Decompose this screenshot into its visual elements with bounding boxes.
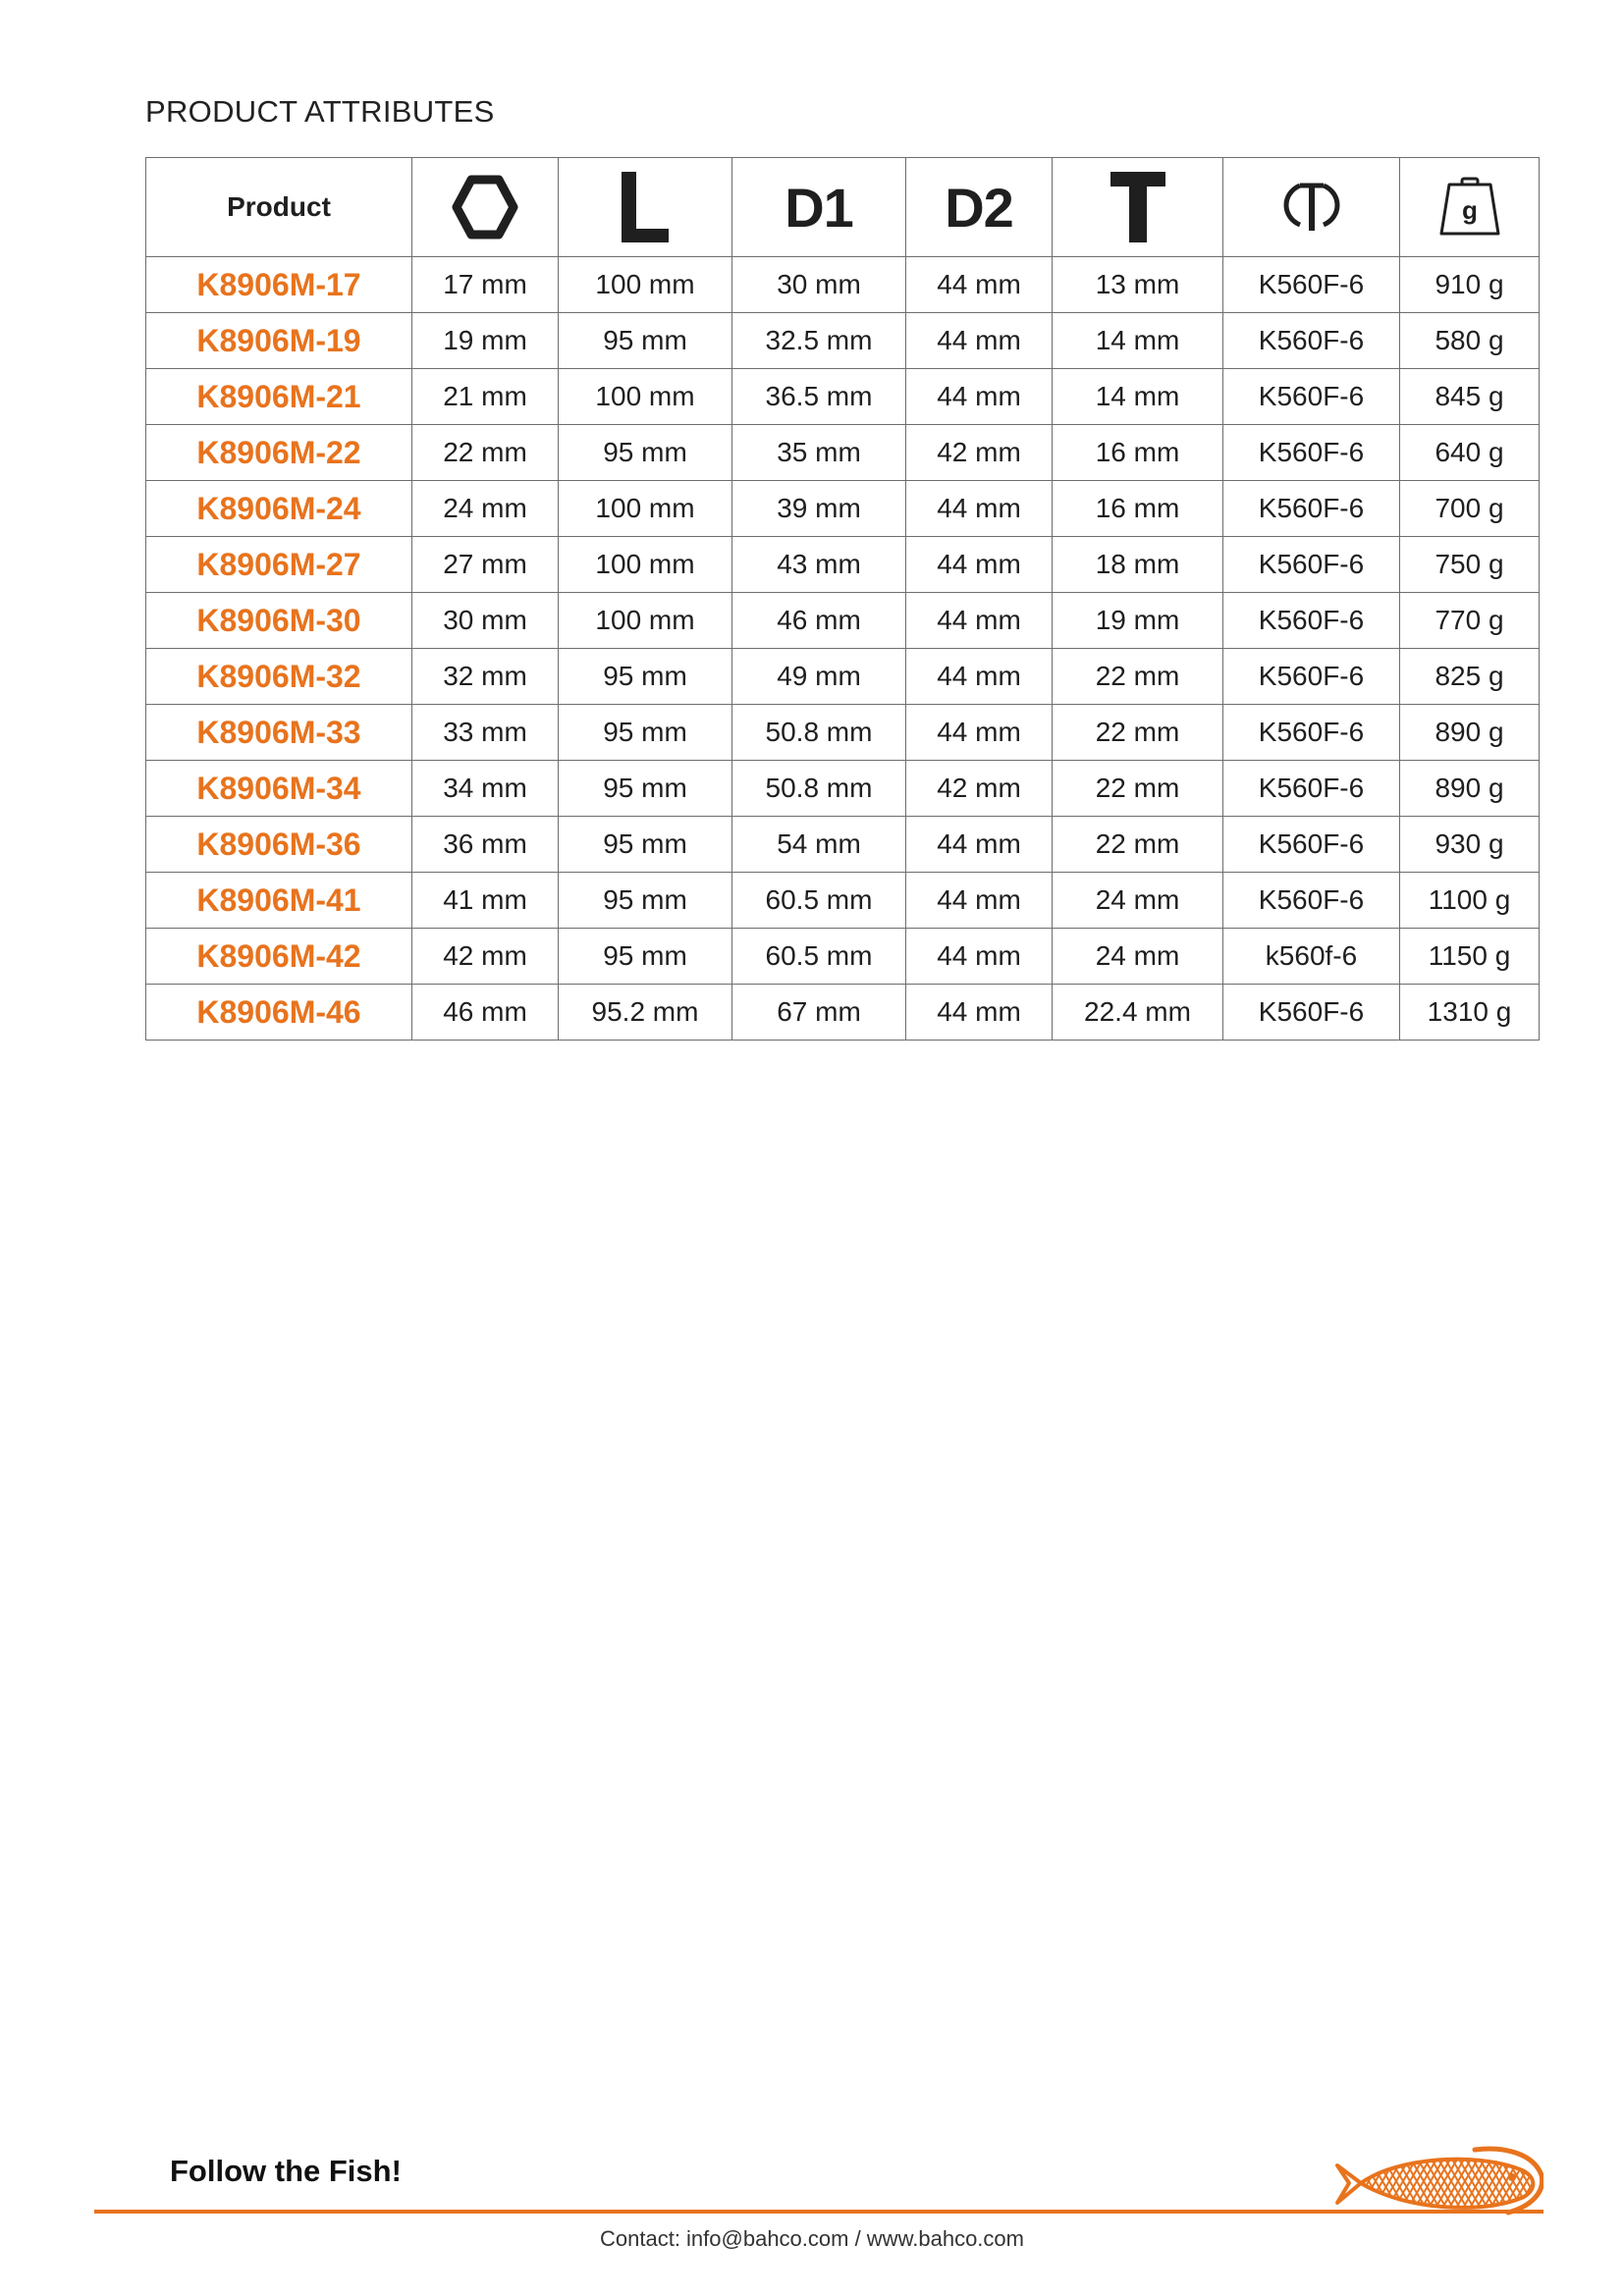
table-row xyxy=(146,425,1540,481)
product-cell[interactable]: K8906M-32 xyxy=(146,649,412,705)
d1-cell: 43 mm xyxy=(732,537,906,593)
length-cell: 95 mm xyxy=(559,761,732,817)
weight-cell: 910 g xyxy=(1400,257,1540,313)
table-row xyxy=(146,705,1540,761)
connector-cell: K560F-6 xyxy=(1223,537,1400,593)
weight-cell: 640 g xyxy=(1400,425,1540,481)
d1-cell: 32.5 mm xyxy=(732,313,906,369)
weight-cell: 890 g xyxy=(1400,705,1540,761)
d1-cell: 46 mm xyxy=(732,593,906,649)
length-cell: 100 mm xyxy=(559,369,732,425)
length-cell: 95 mm xyxy=(559,929,732,985)
product-cell[interactable]: K8906M-19 xyxy=(146,313,412,369)
d2-cell: 44 mm xyxy=(906,369,1053,425)
length-cell: 95 mm xyxy=(559,817,732,873)
connector-cell: K560F-6 xyxy=(1223,593,1400,649)
hex-size-cell: 17 mm xyxy=(412,257,559,313)
table-row xyxy=(146,369,1540,425)
product-cell[interactable]: K8906M-27 xyxy=(146,537,412,593)
connector-cell: K560F-6 xyxy=(1223,873,1400,929)
table-row xyxy=(146,761,1540,817)
table-row xyxy=(146,257,1540,313)
weight-cell: 890 g xyxy=(1400,761,1540,817)
table-row xyxy=(146,313,1540,369)
length-cell: 100 mm xyxy=(559,257,732,313)
connector-cell: K560F-6 xyxy=(1223,313,1400,369)
header-product xyxy=(146,158,412,257)
product-cell[interactable]: K8906M-17 xyxy=(146,257,412,313)
thickness-cell: 24 mm xyxy=(1053,929,1223,985)
d2-cell: 44 mm xyxy=(906,705,1053,761)
weight-cell: 1100 g xyxy=(1400,873,1540,929)
d2-cell: 44 mm xyxy=(906,593,1053,649)
table-header-row xyxy=(146,158,1540,257)
d2-cell: 44 mm xyxy=(906,257,1053,313)
table-row xyxy=(146,929,1540,985)
thickness-cell: 16 mm xyxy=(1053,481,1223,537)
d1-cell: 50.8 mm xyxy=(732,761,906,817)
hex-size-cell: 30 mm xyxy=(412,593,559,649)
length-cell: 100 mm xyxy=(559,537,732,593)
d1-cell: 49 mm xyxy=(732,649,906,705)
table-row xyxy=(146,873,1540,929)
table-body xyxy=(146,257,1540,1041)
hex-size-cell: 21 mm xyxy=(412,369,559,425)
hex-size-cell: 46 mm xyxy=(412,985,559,1041)
thickness-cell: 22 mm xyxy=(1053,705,1223,761)
hex-size-cell: 41 mm xyxy=(412,873,559,929)
footer-slogan: Follow the Fish! xyxy=(170,2154,402,2188)
weight-cell: 930 g xyxy=(1400,817,1540,873)
table-row xyxy=(146,537,1540,593)
connector-cell: K560F-6 xyxy=(1223,425,1400,481)
table-row xyxy=(146,593,1540,649)
thickness-cell: 16 mm xyxy=(1053,425,1223,481)
length-cell: 95 mm xyxy=(559,705,732,761)
product-cell[interactable]: K8906M-36 xyxy=(146,817,412,873)
d2-cell: 44 mm xyxy=(906,649,1053,705)
connector-cell: K560F-6 xyxy=(1223,369,1400,425)
header-thickness xyxy=(1053,158,1223,257)
product-cell[interactable]: K8906M-30 xyxy=(146,593,412,649)
section-title: PRODUCT ATTRIBUTES xyxy=(145,94,495,129)
connector-cell: K560F-6 xyxy=(1223,705,1400,761)
thickness-cell: 14 mm xyxy=(1053,369,1223,425)
product-attributes-table xyxy=(145,157,1540,1041)
thickness-cell: 22 mm xyxy=(1053,761,1223,817)
weight-cell: 1310 g xyxy=(1400,985,1540,1041)
table-row xyxy=(146,649,1540,705)
connector-cell: K560F-6 xyxy=(1223,817,1400,873)
header-connector xyxy=(1223,158,1400,257)
length-cell: 95 mm xyxy=(559,873,732,929)
product-cell[interactable]: K8906M-41 xyxy=(146,873,412,929)
d2-cell: 44 mm xyxy=(906,929,1053,985)
hex-size-cell: 27 mm xyxy=(412,537,559,593)
d2-cell: 44 mm xyxy=(906,313,1053,369)
connector-cell: k560f-6 xyxy=(1223,929,1400,985)
product-cell[interactable]: K8906M-21 xyxy=(146,369,412,425)
length-cell: 95.2 mm xyxy=(559,985,732,1041)
d2-cell: 44 mm xyxy=(906,481,1053,537)
weight-icon-letter: g xyxy=(1461,195,1478,225)
footer-divider xyxy=(94,2210,1543,2214)
d2-cell: 42 mm xyxy=(906,425,1053,481)
thickness-cell: 19 mm xyxy=(1053,593,1223,649)
weight-cell: 770 g xyxy=(1400,593,1540,649)
length-cell: 100 mm xyxy=(559,481,732,537)
length-cell: 95 mm xyxy=(559,313,732,369)
table-row xyxy=(146,817,1540,873)
product-cell[interactable]: K8906M-34 xyxy=(146,761,412,817)
d1-cell: 35 mm xyxy=(732,425,906,481)
table-row xyxy=(146,481,1540,537)
thickness-cell: 24 mm xyxy=(1053,873,1223,929)
d1-cell: 54 mm xyxy=(732,817,906,873)
d2-cell: 44 mm xyxy=(906,817,1053,873)
header-length xyxy=(559,158,732,257)
connector-cell: K560F-6 xyxy=(1223,761,1400,817)
thickness-t-icon xyxy=(1053,168,1222,246)
length-cell: 95 mm xyxy=(559,425,732,481)
d1-cell: 30 mm xyxy=(732,257,906,313)
table-row xyxy=(146,985,1540,1041)
weight-cell: 825 g xyxy=(1400,649,1540,705)
weight-cell: 580 g xyxy=(1400,313,1540,369)
thickness-cell: 13 mm xyxy=(1053,257,1223,313)
header-product-label: Product xyxy=(227,191,331,222)
hex-size-cell: 34 mm xyxy=(412,761,559,817)
hex-size-cell: 19 mm xyxy=(412,313,559,369)
weight-icon xyxy=(1400,173,1539,241)
d2-cell: 44 mm xyxy=(906,985,1053,1041)
connector-cell: K560F-6 xyxy=(1223,985,1400,1041)
thickness-cell: 22 mm xyxy=(1053,649,1223,705)
product-cell[interactable]: K8906M-46 xyxy=(146,985,412,1041)
weight-cell: 750 g xyxy=(1400,537,1540,593)
product-cell[interactable]: K8906M-22 xyxy=(146,425,412,481)
header-hex xyxy=(412,158,559,257)
hex-size-cell: 33 mm xyxy=(412,705,559,761)
d1-cell: 60.5 mm xyxy=(732,929,906,985)
d2-cell: 44 mm xyxy=(906,873,1053,929)
header-weight xyxy=(1400,158,1540,257)
thickness-cell: 22.4 mm xyxy=(1053,985,1223,1041)
footer-contact: Contact: info@bahco.com / www.bahco.com xyxy=(600,2226,1024,2251)
product-cell[interactable]: K8906M-24 xyxy=(146,481,412,537)
thickness-cell: 22 mm xyxy=(1053,817,1223,873)
hexagon-icon xyxy=(412,173,558,241)
product-cell[interactable]: K8906M-42 xyxy=(146,929,412,985)
weight-cell: 1150 g xyxy=(1400,929,1540,985)
weight-cell: 700 g xyxy=(1400,481,1540,537)
header-d2 xyxy=(906,158,1053,257)
header-d2-label: D2 xyxy=(945,176,1013,239)
d1-cell: 36.5 mm xyxy=(732,369,906,425)
d1-cell: 67 mm xyxy=(732,985,906,1041)
d1-cell: 50.8 mm xyxy=(732,705,906,761)
length-cell: 95 mm xyxy=(559,649,732,705)
thickness-cell: 14 mm xyxy=(1053,313,1223,369)
connector-cell: K560F-6 xyxy=(1223,649,1400,705)
hex-size-cell: 36 mm xyxy=(412,817,559,873)
hex-size-cell: 22 mm xyxy=(412,425,559,481)
d1-cell: 60.5 mm xyxy=(732,873,906,929)
hex-size-cell: 32 mm xyxy=(412,649,559,705)
connector-icon xyxy=(1223,178,1399,237)
length-l-icon xyxy=(559,168,731,246)
product-cell[interactable]: K8906M-33 xyxy=(146,705,412,761)
d1-cell: 39 mm xyxy=(732,481,906,537)
length-cell: 100 mm xyxy=(559,593,732,649)
hex-size-cell: 24 mm xyxy=(412,481,559,537)
d2-cell: 44 mm xyxy=(906,537,1053,593)
d2-cell: 42 mm xyxy=(906,761,1053,817)
header-d1-label: D1 xyxy=(785,176,853,239)
hex-size-cell: 42 mm xyxy=(412,929,559,985)
weight-cell: 845 g xyxy=(1400,369,1540,425)
thickness-cell: 18 mm xyxy=(1053,537,1223,593)
header-d1 xyxy=(732,158,906,257)
connector-cell: K560F-6 xyxy=(1223,481,1400,537)
connector-cell: K560F-6 xyxy=(1223,257,1400,313)
